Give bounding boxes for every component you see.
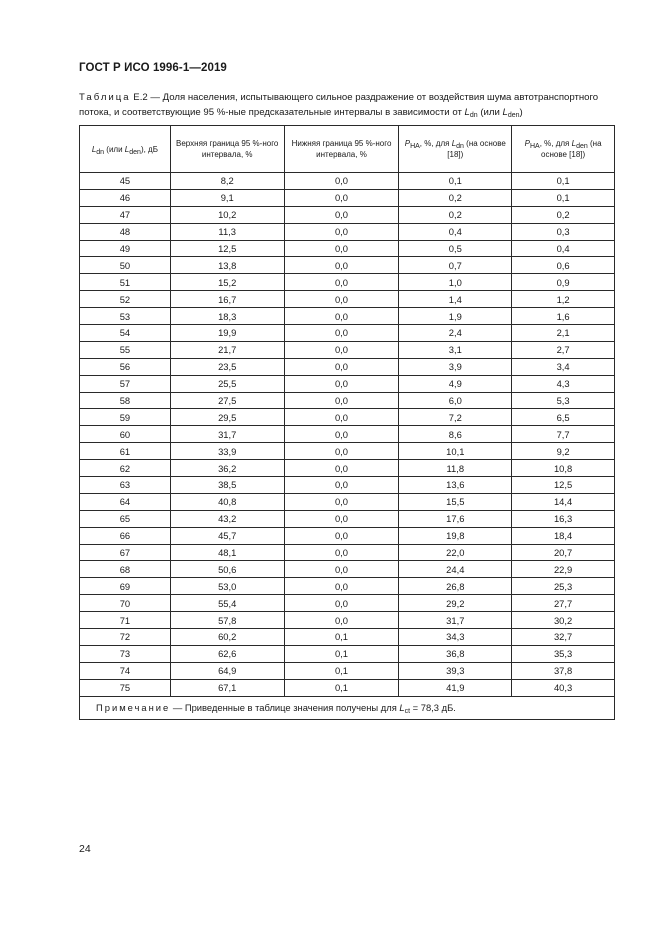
cell-pha-lden: 18,4: [512, 527, 615, 544]
table-row: [80, 392, 615, 409]
cell-pha-ldn: 15,5: [399, 493, 512, 510]
cell-pha-lden: 7,7: [512, 426, 615, 443]
cell-pha-ldn: 17,6: [399, 510, 512, 527]
cell-pha-lden: 40,3: [512, 679, 615, 696]
cell-pha-lden: 0,9: [512, 274, 615, 291]
cell-pha-ldn: 13,6: [399, 477, 512, 494]
cell-level: 45: [80, 173, 171, 190]
cell-pha-ldn: 0,1: [399, 173, 512, 190]
cell-pha-lden: 2,7: [512, 341, 615, 358]
cell-upper-bound: 67,1: [170, 679, 284, 696]
cell-pha-lden: 22,9: [512, 561, 615, 578]
cell-lower-bound: 0,0: [284, 173, 399, 190]
cell-upper-bound: 12,5: [170, 240, 284, 257]
cell-lower-bound: 0,0: [284, 443, 399, 460]
cell-pha-lden: 37,8: [512, 662, 615, 679]
cell-pha-lden: 12,5: [512, 477, 615, 494]
table-row: [80, 189, 615, 206]
cell-upper-bound: 40,8: [170, 493, 284, 510]
header-subscript: HA: [529, 143, 540, 150]
cell-upper-bound: 13,8: [170, 257, 284, 274]
cell-pha-lden: 2,1: [512, 325, 615, 342]
cell-lower-bound: 0,0: [284, 240, 399, 257]
cell-pha-ldn: 0,7: [399, 257, 512, 274]
cell-upper-bound: 19,9: [170, 325, 284, 342]
cell-level: 61: [80, 443, 171, 460]
cell-level: 63: [80, 477, 171, 494]
cell-pha-ldn: 7,2: [399, 409, 512, 426]
cell-lower-bound: 0,0: [284, 527, 399, 544]
column-header-level: [80, 126, 171, 173]
cell-lower-bound: 0,0: [284, 544, 399, 561]
caption-text: — Доля населения, испытывающего сильное раздражение от воздействия шума автотранспортного потока, и соответствующие 95 %-ные предсказательные интервалы в зависимости от: [79, 92, 599, 118]
cell-pha-lden: 27,7: [512, 595, 615, 612]
cell-pha-lden: 0,3: [512, 223, 615, 240]
cell-lower-bound: 0,0: [284, 206, 399, 223]
cell-pha-ldn: 6,0: [399, 392, 512, 409]
cell-lower-bound: 0,0: [284, 493, 399, 510]
cell-upper-bound: 9,1: [170, 189, 284, 206]
table-row: [80, 375, 615, 392]
cell-lower-bound: 0,0: [284, 274, 399, 291]
table-row: [80, 274, 615, 291]
cell-lower-bound: 0,0: [284, 223, 399, 240]
cell-pha-lden: 4,3: [512, 375, 615, 392]
cell-lower-bound: 0,0: [284, 595, 399, 612]
cell-pha-lden: 10,8: [512, 460, 615, 477]
note-tail: = 78,3 дБ.: [410, 702, 456, 714]
cell-pha-ldn: 31,7: [399, 612, 512, 629]
cell-level: 50: [80, 257, 171, 274]
cell-level: 65: [80, 510, 171, 527]
table-row: [80, 662, 615, 679]
caption-subscript-dn: dn: [469, 112, 478, 119]
cell-pha-ldn: 0,2: [399, 206, 512, 223]
header-text: , %, для: [539, 139, 572, 148]
cell-upper-bound: 60,2: [170, 629, 284, 646]
cell-lower-bound: 0,0: [284, 392, 399, 409]
cell-pha-ldn: 11,8: [399, 460, 512, 477]
column-header-pha-ldn: [399, 126, 512, 173]
cell-pha-ldn: 19,8: [399, 527, 512, 544]
cell-pha-lden: 0,2: [512, 206, 615, 223]
table-row: [80, 341, 615, 358]
cell-level: 59: [80, 409, 171, 426]
table-row: [80, 561, 615, 578]
cell-level: 51: [80, 274, 171, 291]
cell-upper-bound: 62,6: [170, 645, 284, 662]
cell-upper-bound: 43,2: [170, 510, 284, 527]
cell-level: 67: [80, 544, 171, 561]
header-symbol: L: [571, 139, 577, 148]
header-symbol: P: [524, 139, 530, 148]
cell-upper-bound: 36,2: [170, 460, 284, 477]
cell-upper-bound: 57,8: [170, 612, 284, 629]
cell-pha-ldn: 36,8: [399, 645, 512, 662]
cell-upper-bound: 48,1: [170, 544, 284, 561]
cell-lower-bound: 0,0: [284, 477, 399, 494]
header-symbol: L: [451, 139, 457, 148]
note-label: Примечание: [96, 702, 171, 714]
cell-upper-bound: 53,0: [170, 578, 284, 595]
cell-pha-ldn: 41,9: [399, 679, 512, 696]
cell-lower-bound: 0,0: [284, 612, 399, 629]
cell-lower-bound: 0,0: [284, 341, 399, 358]
cell-lower-bound: 0,1: [284, 679, 399, 696]
table-row: [80, 460, 615, 477]
cell-upper-bound: 64,9: [170, 662, 284, 679]
cell-upper-bound: 27,5: [170, 392, 284, 409]
table-row: [80, 612, 615, 629]
cell-pha-ldn: 29,2: [399, 595, 512, 612]
cell-level: 53: [80, 308, 171, 325]
cell-pha-ldn: 0,5: [399, 240, 512, 257]
header-text: (или: [104, 144, 125, 154]
table-row: [80, 527, 615, 544]
cell-level: 64: [80, 493, 171, 510]
cell-lower-bound: 0,0: [284, 510, 399, 527]
table-row: [80, 257, 615, 274]
caption-or: (или: [477, 107, 503, 118]
table-row: [80, 629, 615, 646]
cell-lower-bound: 0,0: [284, 189, 399, 206]
table-row: [80, 240, 615, 257]
table-row: [80, 308, 615, 325]
table-row: [80, 510, 615, 527]
header-subscript: den: [129, 148, 141, 156]
document-code: ГОСТ Р ИСО 1996-1—2019: [79, 62, 227, 74]
cell-pha-ldn: 1,9: [399, 308, 512, 325]
cell-pha-lden: 25,3: [512, 578, 615, 595]
cell-lower-bound: 0,1: [284, 662, 399, 679]
table-row: [80, 325, 615, 342]
cell-pha-lden: 16,3: [512, 510, 615, 527]
cell-upper-bound: 23,5: [170, 358, 284, 375]
cell-level: 74: [80, 662, 171, 679]
cell-level: 48: [80, 223, 171, 240]
cell-lower-bound: 0,0: [284, 325, 399, 342]
cell-upper-bound: 31,7: [170, 426, 284, 443]
table-row: [80, 578, 615, 595]
table-note-row: [80, 696, 615, 719]
cell-upper-bound: 21,7: [170, 341, 284, 358]
cell-level: 47: [80, 206, 171, 223]
cell-lower-bound: 0,0: [284, 358, 399, 375]
header-text: ), дБ: [140, 144, 158, 154]
cell-pha-ldn: 0,2: [399, 189, 512, 206]
cell-lower-bound: 0,1: [284, 629, 399, 646]
cell-pha-ldn: 39,3: [399, 662, 512, 679]
cell-level: 62: [80, 460, 171, 477]
cell-upper-bound: 55,4: [170, 595, 284, 612]
cell-pha-ldn: 2,4: [399, 325, 512, 342]
cell-level: 58: [80, 392, 171, 409]
cell-pha-ldn: 1,4: [399, 291, 512, 308]
cell-lower-bound: 0,0: [284, 460, 399, 477]
cell-pha-lden: 6,5: [512, 409, 615, 426]
cell-upper-bound: 15,2: [170, 274, 284, 291]
header-subscript: dn: [456, 143, 464, 150]
cell-pha-lden: 3,4: [512, 358, 615, 375]
cell-upper-bound: 25,5: [170, 375, 284, 392]
cell-pha-ldn: 3,9: [399, 358, 512, 375]
cell-pha-lden: 1,6: [512, 308, 615, 325]
header-text: , %, для: [419, 139, 452, 148]
cell-level: 46: [80, 189, 171, 206]
caption-symbol-l2: L: [502, 107, 508, 118]
cell-pha-lden: 5,3: [512, 392, 615, 409]
cell-upper-bound: 33,9: [170, 443, 284, 460]
table-row: [80, 409, 615, 426]
cell-level: 68: [80, 561, 171, 578]
cell-level: 71: [80, 612, 171, 629]
header-subscript: dn: [96, 148, 105, 156]
data-table: [79, 125, 615, 720]
cell-upper-bound: 50,6: [170, 561, 284, 578]
cell-lower-bound: 0,0: [284, 426, 399, 443]
table-row: [80, 544, 615, 561]
header-symbol: L: [124, 144, 130, 154]
cell-upper-bound: 38,5: [170, 477, 284, 494]
cell-pha-ldn: 0,4: [399, 223, 512, 240]
cell-pha-ldn: 4,9: [399, 375, 512, 392]
cell-pha-lden: 35,3: [512, 645, 615, 662]
cell-level: 73: [80, 645, 171, 662]
table-row: [80, 477, 615, 494]
table-body: [80, 173, 615, 697]
header-text: (на основе [18]): [541, 139, 602, 159]
header-subscript: den: [576, 143, 588, 150]
cell-lower-bound: 0,1: [284, 645, 399, 662]
table-row: [80, 443, 615, 460]
cell-lower-bound: 0,0: [284, 308, 399, 325]
page-number: 24: [79, 843, 91, 855]
cell-pha-ldn: 34,3: [399, 629, 512, 646]
cell-lower-bound: 0,0: [284, 561, 399, 578]
cell-pha-lden: 20,7: [512, 544, 615, 561]
cell-lower-bound: 0,0: [284, 375, 399, 392]
header-text: (на основе [18]): [447, 139, 506, 159]
cell-pha-lden: 0,1: [512, 173, 615, 190]
table-header-row: [80, 126, 615, 173]
cell-upper-bound: 18,3: [170, 308, 284, 325]
header-subscript: HA: [410, 143, 420, 150]
cell-upper-bound: 29,5: [170, 409, 284, 426]
note-subscript: ct: [404, 708, 411, 716]
caption-subscript-den: den: [507, 112, 520, 119]
cell-level: 49: [80, 240, 171, 257]
cell-upper-bound: 45,7: [170, 527, 284, 544]
table-row: [80, 493, 615, 510]
cell-pha-lden: 0,6: [512, 257, 615, 274]
cell-upper-bound: 10,2: [170, 206, 284, 223]
cell-pha-ldn: 24,4: [399, 561, 512, 578]
cell-lower-bound: 0,0: [284, 578, 399, 595]
cell-level: 56: [80, 358, 171, 375]
cell-level: 75: [80, 679, 171, 696]
table-row: [80, 291, 615, 308]
cell-level: 57: [80, 375, 171, 392]
column-header-pha-lden: [512, 126, 615, 173]
table-note: [80, 696, 615, 719]
cell-upper-bound: 8,2: [170, 173, 284, 190]
cell-level: 66: [80, 527, 171, 544]
cell-pha-lden: 1,2: [512, 291, 615, 308]
note-symbol: L: [399, 702, 405, 714]
column-header-upper-bound: Верхняя граница 95 %-ного интервала, %: [170, 126, 284, 173]
cell-pha-ldn: 1,0: [399, 274, 512, 291]
column-header-lower-bound: Нижняя граница 95 %-ного интервала, %: [284, 126, 399, 173]
table-row: [80, 595, 615, 612]
header-symbol: P: [404, 139, 411, 148]
cell-pha-lden: 32,7: [512, 629, 615, 646]
note-text: — Приведенные в таблице значения получены для: [170, 702, 400, 714]
cell-pha-lden: 0,4: [512, 240, 615, 257]
cell-pha-lden: 14,4: [512, 493, 615, 510]
caption-close: ): [519, 107, 523, 118]
table-row: [80, 645, 615, 662]
cell-level: 72: [80, 629, 171, 646]
cell-pha-ldn: 3,1: [399, 341, 512, 358]
cell-level: 60: [80, 426, 171, 443]
cell-level: 55: [80, 341, 171, 358]
cell-pha-ldn: 8,6: [399, 426, 512, 443]
table-row: [80, 426, 615, 443]
cell-pha-lden: 0,1: [512, 189, 615, 206]
cell-lower-bound: 0,0: [284, 257, 399, 274]
caption-symbol-l: L: [464, 107, 470, 118]
cell-pha-ldn: 10,1: [399, 443, 512, 460]
cell-level: 70: [80, 595, 171, 612]
table-row: [80, 173, 615, 190]
table-row: [80, 679, 615, 696]
cell-pha-ldn: 26,8: [399, 578, 512, 595]
table-word: Таблица: [79, 92, 131, 103]
table-row: [80, 206, 615, 223]
cell-lower-bound: 0,0: [284, 409, 399, 426]
cell-pha-lden: 9,2: [512, 443, 615, 460]
cell-level: 52: [80, 291, 171, 308]
cell-pha-lden: 30,2: [512, 612, 615, 629]
cell-lower-bound: 0,0: [284, 291, 399, 308]
cell-level: 54: [80, 325, 171, 342]
table-caption: [79, 90, 615, 120]
header-symbol: L: [91, 144, 97, 154]
cell-upper-bound: 11,3: [170, 223, 284, 240]
cell-upper-bound: 16,7: [170, 291, 284, 308]
cell-pha-ldn: 22,0: [399, 544, 512, 561]
cell-level: 69: [80, 578, 171, 595]
table-row: [80, 223, 615, 240]
table-number: Е.2: [133, 92, 148, 103]
table-row: [80, 358, 615, 375]
